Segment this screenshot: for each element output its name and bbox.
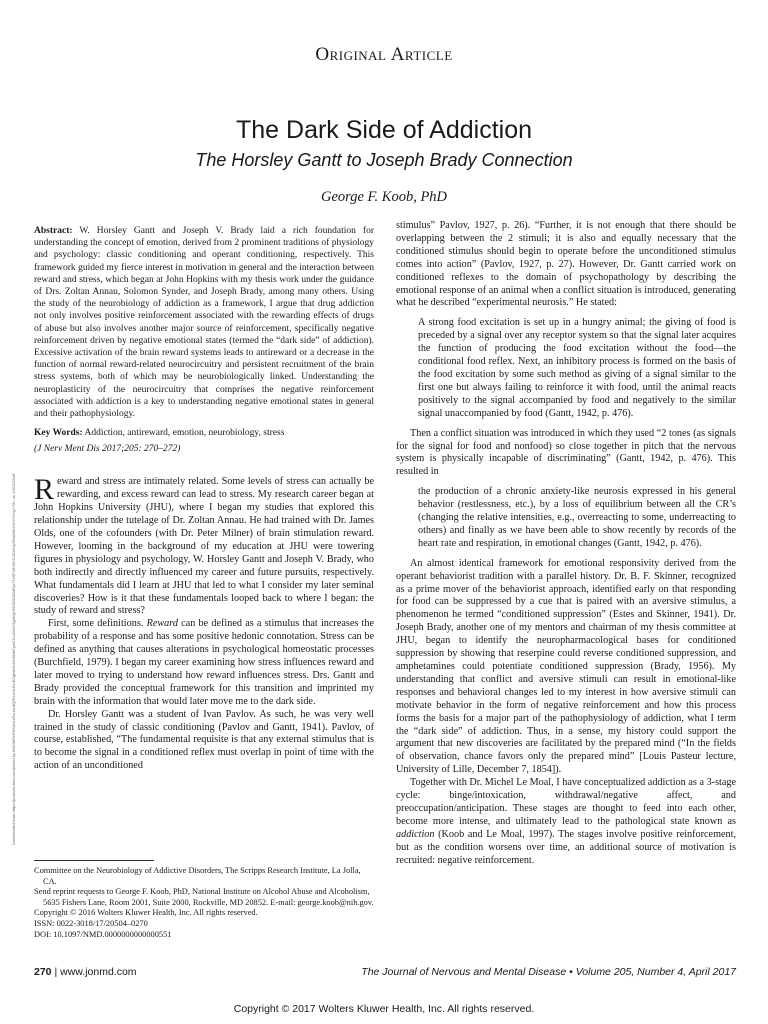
body-paragraph-3: Dr. Horsley Gantt was a student of Ivan Pavlov. As such, he was very well trained in the study of classic conditioning (Pavlov and Gantt, 1941). Pavlov, of course, established, “The fundamental requisite is that any external stimulus that is to become the signal in a conditioned reflex must overlap in point of time with the action of an unconditioned	[34, 708, 374, 772]
right-column	[396, 220, 736, 868]
abstract-text: W. Horsley Gantt and Joseph V. Brady laid a rich foundation for understanding the concept of emotion, derived from 2 prominent traditions of physiology and psychology: classic conditioning and operant conditioning, respectively. This framework guided my fierce interest in motivation in general and the interaction between reward and stress, which began at John Hopkins with my thesis work under the guidance of Drs. Zoltan Annau, Solomon Synder, and Joseph Brady, among many others. Using the study of the neurobiology of addiction as a framework, I argue that drug addiction not only involves positive reinforcement associated with the rewarding effects of drugs of abuse but also involves another major source of reinforcement, specifically negative reinforcement driven by negative emotional states (termed the “dark side” of addiction). Excessive activation of the brain reward systems leads to antireward or a decrease in the function of normal reward-related neurocircuitry and persistent recruitment of the brain stress systems, both of which may be neurobiologically linked. Understanding the neuroplasticity of the neurocircuitry that comprises the negative reinforcement associated with addiction is a key to understanding negative emotional states in general and their pathophysiology.	[34, 226, 374, 420]
footer-bullet: •	[569, 966, 573, 978]
journal-name: The Journal of Nervous and Mental Disease	[361, 966, 567, 978]
right-paragraph-1: stimulus” Pavlov, 1927, p. 26). “Further, it is not enough that there should be overlapping between the 2 stimuli; it is also and equally necessary that the conditioned stimulus should begin to operate before the unconditioned stimulus comes into action” (Pavlov, 1927, p. 27). However, Dr. Gantt carried work on conditioned reflexes to the domain of psychopathology by describing the emotional response of an animal when a conflict situation is introduced, generating what he described “experimental neurosis.” He stated:	[396, 220, 736, 309]
body-paragraph-2-start: First, some definitions.	[48, 618, 147, 630]
section-header: Original Article	[315, 44, 453, 65]
term-reward: Reward	[146, 618, 178, 630]
footnote-copyright: Copyright © 2016 Wolters Kluwer Health, Inc. All rights reserved.	[34, 908, 258, 918]
citation-text: (J Nerv Ment Dis 2017;205: 270–272)	[34, 444, 181, 455]
article-subtitle: The Horsley Gantt to Joseph Brady Connection	[195, 150, 573, 170]
footnote-issn: ISSN: 0022-3018/17/20504–0270	[34, 918, 148, 928]
keywords-text: Addiction, antireward, emotion, neurobiology, stress	[84, 428, 285, 439]
left-column	[34, 225, 374, 773]
abstract-label: Abstract:	[34, 226, 73, 236]
block-quote-2: the production of a chronic anxiety-like neurosis expressed in his general behavior (restlessness, etc.), by a loss of equilibrium between all the CR’s (changing the relative intensities, e.g., overreacting to some, underreacting to others) and finally as we have been able to show recently by records of the heart rate and respiration, in emotional changes (Gantt, 1942, p. 476).	[418, 486, 736, 549]
drop-cap: R	[34, 473, 55, 507]
footnotes	[34, 866, 374, 940]
article-title: The Dark Side of Addiction	[236, 116, 532, 144]
page-footer	[34, 966, 736, 978]
footnote-affiliation: Committee on the Neurobiology of Addictive Disorders, The Scripps Research Institute, La Jolla, CA.	[34, 866, 361, 886]
footnote-doi: DOI: 10.1097/NMD.0000000000000551	[34, 929, 172, 939]
right-paragraph-2: Then a conflict situation was introduced in which they used “2 tones (as signals for the signal for food and nonfood) so close together in pitch that the nervous system is physically incapable of discriminating” (Gantt, 1942, p. 476). This resulted in	[396, 427, 736, 478]
block-quote-1: A strong food excitation is set up in a hungry animal; the giving of food is preceded by a signal over any receptor system so that the signal later acquires the function of producing the food excitation without the food—the conditional food reflex. Next, an inhibitory process is formed on the basis of the food excitation by some such method as giving of a signal similar to the first one but always failing to reinforce it with food, until the animal reacts positively to the signal accompanied by food and negatively to the similar signal unaccompanied by food (Gantt, 1942, p. 476).	[418, 317, 736, 419]
journal-website-link[interactable]: www.jonmd.com	[60, 966, 137, 978]
footnote-divider	[34, 860, 154, 861]
body-paragraph-2-end: can be defined as a stimulus that increases the probability of a response and has some positive hedonic connotation. Stress can be defined as anything that causes alterations in psychological homeostatic processes (Burchfield, 1979). I began my career examining how stress influences reward and later moved to trying to understand how reward influences stress. Drs. Gantt and Brady provided the conceptual framework for this transition and imprinted my brain with the information that would later move me to the dark side.	[34, 618, 374, 707]
right-paragraph-4-start: Together with Dr. Michel Le Moal, I have conceptualized addiction as a 3-stage cycle: binge/intoxication, withdrawal/negative affect, and preoccupation/anticipation. These stages are thought to feed into each other, become more intense, and ultimately lead to the pathological state known as	[396, 777, 736, 827]
right-paragraph-4	[396, 777, 736, 867]
right-paragraph-4-end: (Koob and Le Moal, 1997). The stages involve positive reinforcement, but as the condition worsens over time, an additional source of motivation is recruited: negative reinforcement.	[396, 828, 736, 866]
abstract	[34, 225, 374, 420]
citation	[34, 443, 374, 456]
copyright-notice: Copyright © 2017 Wolters Kluwer Health, Inc. All rights reserved.	[233, 1003, 535, 1015]
footer-separator: |	[54, 966, 58, 978]
footer-journal-info	[361, 966, 736, 978]
footnote-reprints: Send reprint requests to George F. Koob, PhD, National Institute on Alcohol Abuse and Alcoholism, 5635 Fishers Lane, Room 2001, Suite 2000, Rockville, MD 20852. E-mail: george.koob@nih.gov.	[34, 887, 374, 907]
body-paragraph-2	[34, 618, 374, 708]
download-watermark: Downloaded from https://journals.lww.com/jonmd by BhDMf5ePHKav1zEoum1tQfN4a+kJLhEZgbsIHo4XMi0hCywCX1AWnYQp/IlQrHD3i3D0OdRyi7TvSFl4Cf3VC4/OAVpDDa8KKGKV0Ymy+78= on 10/13/2018	[11, 473, 16, 845]
keywords	[34, 427, 374, 439]
article-author: George F. Koob, PhD	[320, 189, 448, 205]
body-paragraph-1-text: eward and stress are intimately related. Some levels of stress can actually be rewarding, and excess reward can lead to stress. My research career began at John Hopkins University (JHU), where I began my studies that explored this relationship under the tutelage of Dr. Zoltan Annau. He had trained with Dr. James Olds, one of the cofounders (with Dr. Peter Milner) of brain stimulation reward. However, looming in the background of my education at JHU were towering figures in physiology and psychology, W. Horsley Gantt and Joseph V. Brady, who both indirectly and directly influenced my career and future pursuits, respectively. What fundamentals did I learn at JHU that led to what I consider my later seminal discoveries? How is it that these fundamentals looped back to where I began: the study of reward and stress?	[34, 476, 374, 617]
right-paragraph-3: An almost identical framework for emotional responsivity derived from the operant behaviorist tradition with a parallel history. Dr. B. F. Skinner, recognized as a prime mover of the behaviorist approach, identified early on that responding for food can be suppressed by a cue that is paired with an aversive stimulus, a phenomenon he termed “conditioned suppression” (Estes and Skinner, 1941). Dr. Joseph Brady, another one of my mentors and chairman of my thesis committee at JHU, began to identify the neuropharmacological bases for conditioned suppression by showing that reserpine could reverse conditioned suppression, and amphetamines could potentiate conditioned suppression (Brady, 1956). My understanding that conflict and aversive stimuli can result in emotional-like responses and behavioral changes led to my interest in how aversive stimuli can motivate behavior in the form of negative reinforcement and how this process forms the basis for a major part of the pathophysiology of addiction, what I term the “dark side” of addiction. Thus, in a sense, my history could support the argument that new discoveries are facilitated by the prepared mind (“In the fields of observation, chance favors only the prepared mind” [Louis Pasteur lecture, University of Lille, December 7, 1854]).	[396, 557, 736, 776]
page-number: 270	[34, 966, 52, 978]
term-addiction: addiction	[396, 828, 435, 840]
body-paragraph-1	[34, 473, 374, 618]
journal-volume: Volume 205, Number 4, April 2017	[575, 966, 736, 978]
keywords-label: Key Words:	[34, 428, 83, 439]
